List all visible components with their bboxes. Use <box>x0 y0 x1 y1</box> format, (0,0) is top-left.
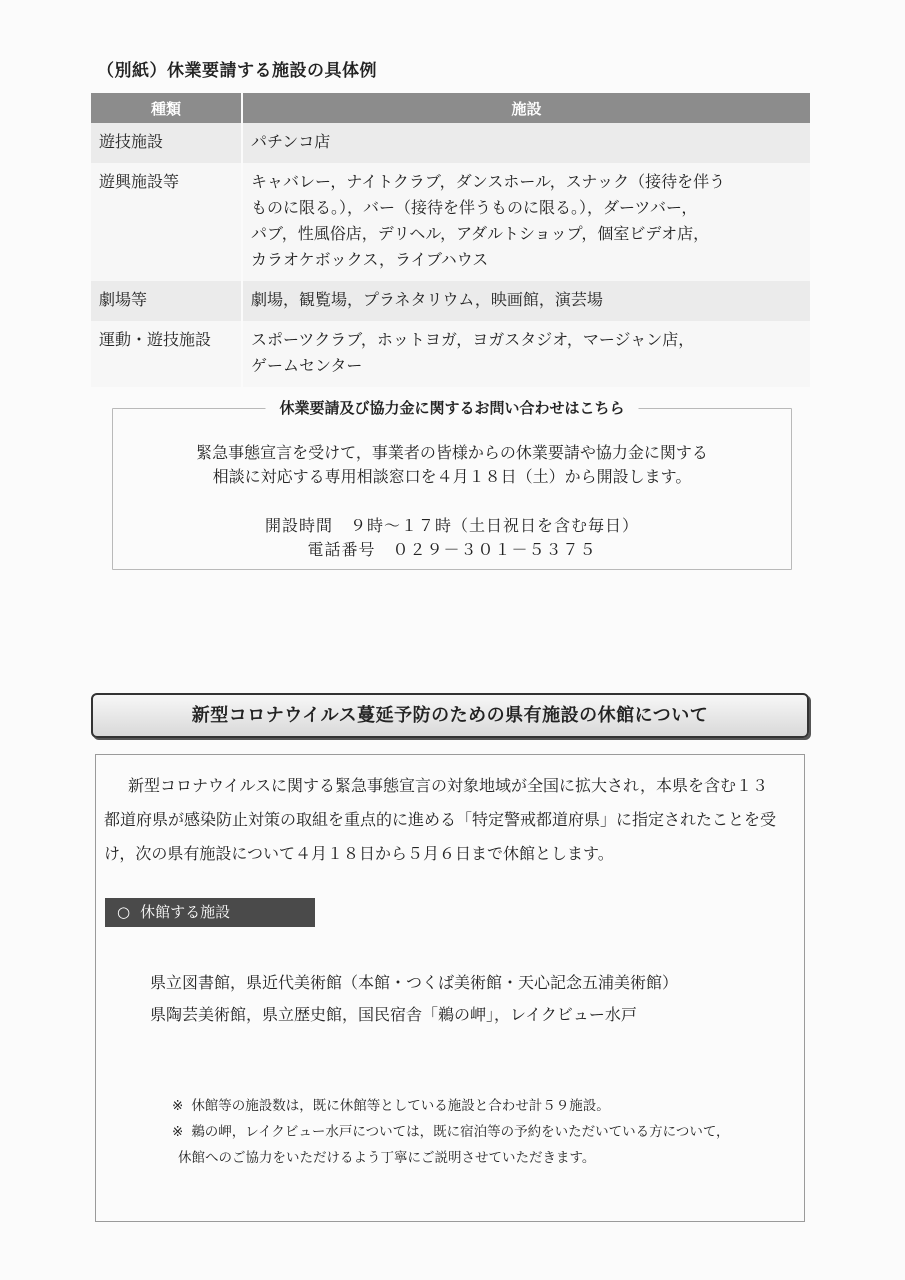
table-row <box>91 321 810 387</box>
facility-line: 県陶芸美術館，県立歴史館，国民宿舎「鵜の岬」，レイクビュー水戸 <box>150 1005 637 1024</box>
note-text: 休館等の施設数は，既に休館等としている施設と合わせ計５９施設。 <box>191 1098 610 1114</box>
row-facilities-line: 劇場，観覧場，プラネタリウム，映画館，演芸場 <box>251 290 603 309</box>
table-row <box>91 123 810 163</box>
facility-closure-banner: 新型コロナウイルス蔓延予防のための県有施設の休館について <box>91 693 809 738</box>
facility-line: 県立図書館，県近代美術館（本館・つくば美術館・天心記念五浦美術館） <box>150 973 679 992</box>
contact-phone: 電話番号 ０２９－３０１－５３７５ <box>307 540 597 559</box>
circle-bullet-icon: ○ <box>117 903 131 921</box>
row-type: 劇場等 <box>91 281 242 321</box>
table-header-row <box>91 93 810 123</box>
row-facilities-line: ゲームセンター <box>251 356 363 375</box>
row-type: 遊技施設 <box>91 123 242 163</box>
contact-description <box>113 441 791 489</box>
row-facilities-line: カラオケボックス，ライブハウス <box>251 250 489 269</box>
reference-mark-icon: ※ <box>172 1124 184 1140</box>
note-text: 鵜の岬，レイクビュー水戸については，既に宿泊等の予約をいただいている方について， <box>191 1124 730 1140</box>
row-facilities-line: キャバレー，ナイトクラブ，ダンスホール，スナック（接待を伴う <box>251 172 726 191</box>
row-facilities-line: ものに限る。），バー（接待を伴うものに限る。），ダーツバー， <box>251 198 698 217</box>
contact-details <box>113 514 791 562</box>
contact-hours: 開設時間 ９時～１７時（土日祝日を含む毎日） <box>264 516 639 535</box>
note-item <box>172 1119 730 1145</box>
note-continuation: 休館へのご協力をいただけるよう丁寧にご説明させていただきます。 <box>178 1150 596 1166</box>
contact-line: 緊急事態宣言を受けて，事業者の皆様からの休業要請や協力金に関する <box>196 443 708 462</box>
subheading-label: 休館する施設 <box>140 903 231 921</box>
table-row <box>91 281 810 321</box>
row-facilities <box>242 281 810 321</box>
row-facilities-line: パブ，性風俗店，デリヘル，アダルトショップ，個室ビデオ店， <box>251 224 710 243</box>
closure-notes <box>172 1093 730 1171</box>
contact-title: 休業要請及び協力金に関するお問い合わせはこちら <box>265 397 638 418</box>
closed-facilities-subheading <box>105 898 315 927</box>
intro-line: け，次の県有施設について４月１８日から５月６日まで休館とします。 <box>104 844 614 863</box>
contact-line: 相談に対応する専用相談窓口を４月１８日（土）から開設します。 <box>212 467 692 486</box>
table-row <box>91 163 810 281</box>
reference-mark-icon: ※ <box>172 1098 184 1114</box>
row-facilities-line: スポーツクラブ，ホットヨガ，ヨガスタジオ，マージャン店， <box>251 330 695 349</box>
section-title: （別紙）休業要請する施設の具体例 <box>97 61 377 81</box>
header-type: 種類 <box>91 93 242 123</box>
row-facilities <box>242 321 810 387</box>
contact-box <box>112 399 792 570</box>
row-facilities-line: パチンコ店 <box>251 132 331 151</box>
facility-table <box>91 93 810 387</box>
intro-line: 都道府県が感染防止対策の取組を重点的に進める「特定警戒都道府県」に指定されたことを受 <box>104 810 777 829</box>
closure-intro <box>104 769 800 871</box>
closure-notice-box <box>95 754 805 1222</box>
row-type: 遊興施設等 <box>91 163 242 281</box>
intro-line: 新型コロナウイルスに関する緊急事態宣言の対象地域が全国に拡大され，本県を含む１３ <box>128 776 769 795</box>
closed-facilities-list <box>150 967 678 1031</box>
note-item <box>172 1093 730 1119</box>
row-facilities <box>242 163 810 281</box>
row-facilities <box>242 123 810 163</box>
row-type: 運動・遊技施設 <box>91 321 242 387</box>
header-facilities: 施設 <box>242 93 810 123</box>
